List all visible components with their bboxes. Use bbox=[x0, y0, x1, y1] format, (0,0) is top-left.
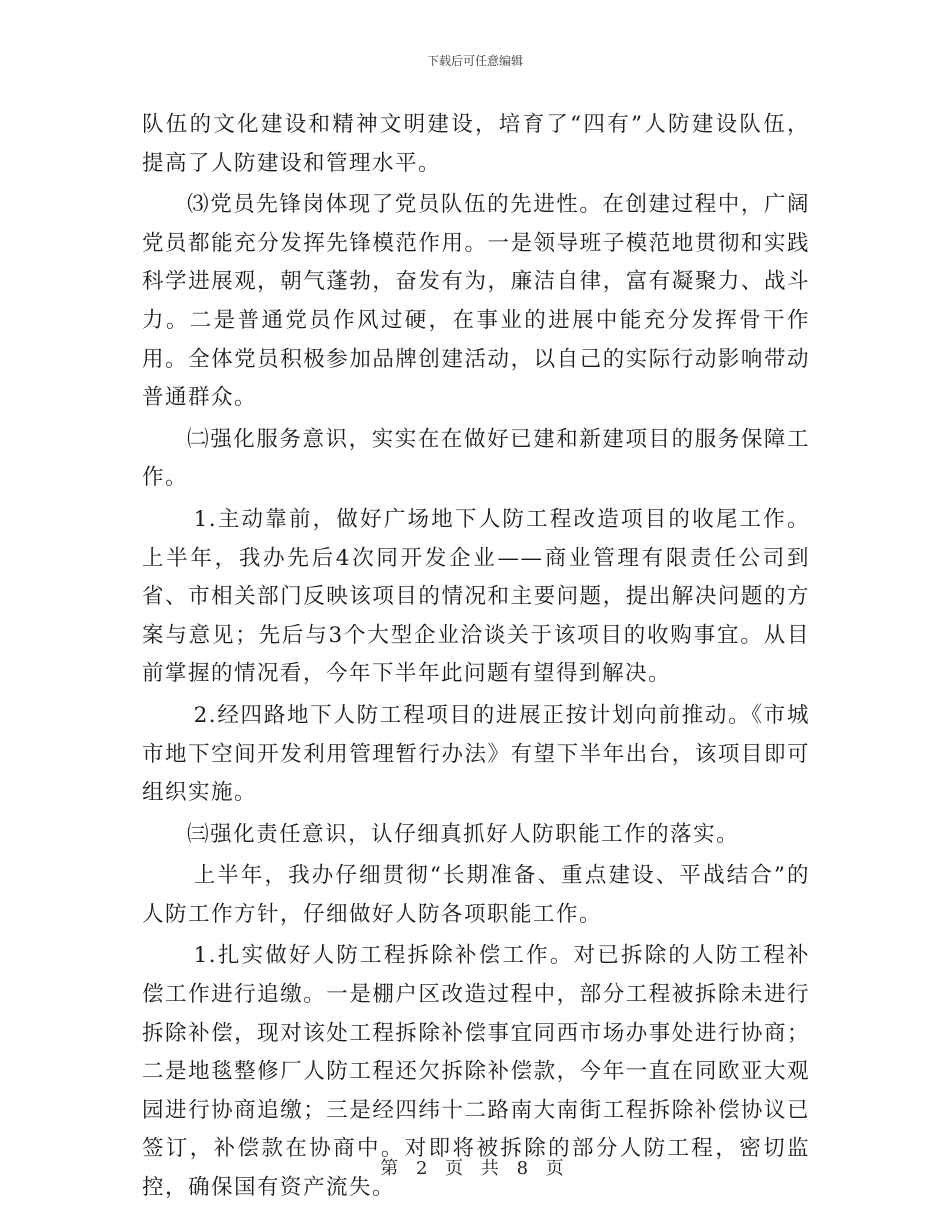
paragraph-continuation: 队伍的文化建设和精神文明建设，培育了“四有”人防建设队伍，提高了人防建设和管理水平。 bbox=[142, 112, 810, 176]
section-heading-responsibility: ㈢强化责任意识，认仔细真抓好人防职能工作的落实。 bbox=[187, 821, 740, 847]
paragraph-first-half-year: 上半年，我办仔细贯彻“长期准备、重点建设、平战结合”的人防工作方针，仔细做好人防各项职能工作。 bbox=[142, 863, 810, 927]
document-body bbox=[142, 106, 810, 1211]
paragraph-item-demolition-compensation: 1.扎实做好人防工程拆除补偿工作。对已拆除的人防工程补偿工作进行追缴。一是棚户区改造过程中，部分工程被拆除未进行拆除补偿，现对该处工程拆除补偿事宜同西市场办事处进行协商；二是地毯整修厂人防工程还欠拆除补偿款，今年一直在同欧亚大观园进行协商追缴；三是经四纬十二路南大南街工程拆除补偿协议已签订，补偿款在协商中。对即将被拆除的部分人防工程，密切监控，确保国有资产流失。 bbox=[142, 943, 810, 1201]
paragraph-party-pioneer: ⑶党员先锋岗体现了党员队伍的先进性。在创建过程中，广阔党员都能充分发挥先锋模范作用。一是领导班子模范地贯彻和实践科学进展观，朝气蓬勃，奋发有为，廉洁自律，富有凝聚力、战斗力。二是普通党员作风过硬，在事业的进展中能充分发挥骨干作用。全体党员积极参加品牌创建活动，以自己的实际行动影响带动普通群众。 bbox=[142, 192, 810, 411]
paragraph-item-square-project: 1.主动靠前，做好广场地下人防工程改造项目的收尾工作。上半年，我办先后4次同开发企业——商业管理有限责任公司到省、市相关部门反映该项目的情况和主要问题，提出解决问题的方案与意见；先后与3个大型企业洽谈关于该项目的收购事宜。从目前掌握的情况看，今年下半年此问题有望得到解决。 bbox=[142, 506, 810, 687]
section-heading-service: ㈡强化服务意识，实实在在做好已建和新建项目的服务保障工作。 bbox=[142, 426, 810, 491]
page-header: 下载后可任意编辑 bbox=[426, 54, 523, 68]
page-number: 第 2 页 共 8 页 bbox=[380, 1158, 570, 1179]
paragraph-item-jingsi-road: 2.经四路地下人防工程项目的进展正按计划向前推动。《市城市地下空间开发利用管理暂行办法》有望下半年出台，该项目即可组织实施。 bbox=[142, 702, 810, 806]
